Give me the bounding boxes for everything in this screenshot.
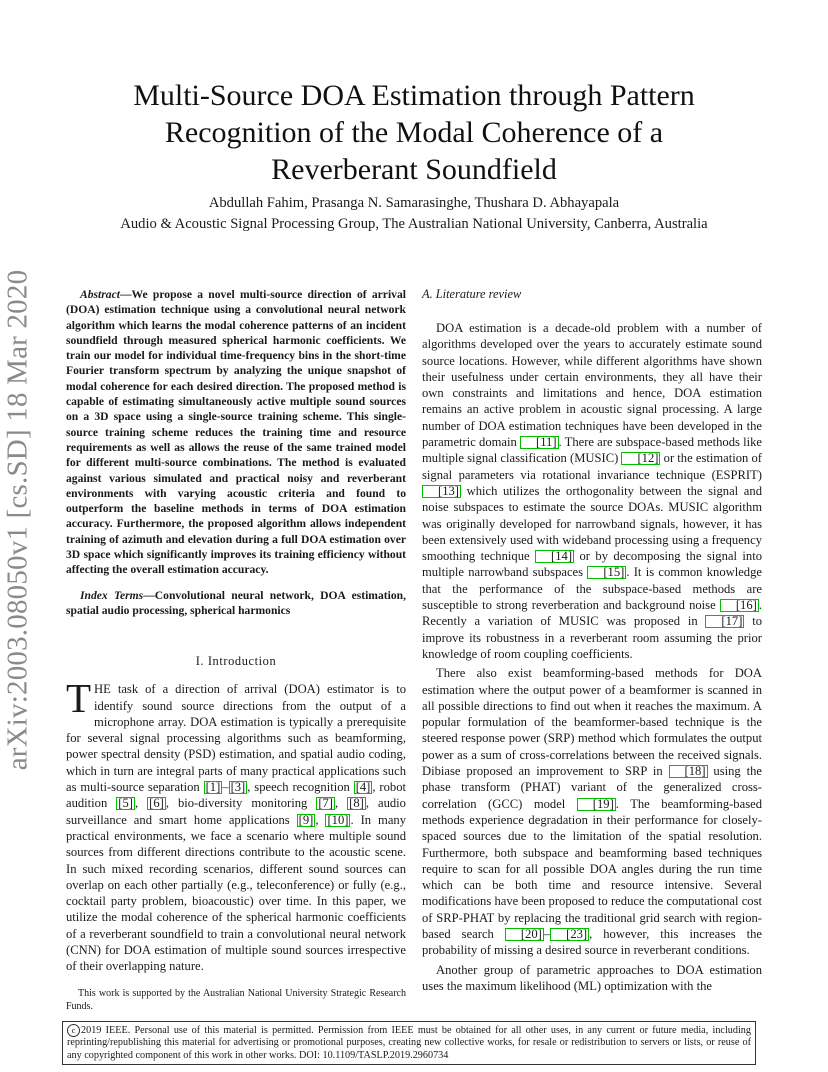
citation-link[interactable]: [19] xyxy=(577,798,616,811)
intro-text: , speech recognition xyxy=(247,780,354,795)
copyright-text: 2019 IEEE. Personal use of this material is permitted. Permission from IEEE must be obtained for all other uses, in any current or future media, including reprinting/republishing this material for advertising or promotional purposes, creating new collective works, for resale or redistribution to servers or lists, or reuse of any copyrighted component of this work in other works. DOI: 10.1109/TASLP.2019.2960734 xyxy=(67,1025,751,1061)
right-column xyxy=(422,287,762,994)
citation-link[interactable]: [12] xyxy=(621,452,660,465)
citation-link[interactable]: [6] xyxy=(149,796,164,811)
literature-text: . There are subspace-based methods like multiple signal classification (MUSIC) xyxy=(422,435,762,466)
literature-text: , however, this increases the probability of missing a desired source in reverberant conditions. xyxy=(422,926,762,958)
literature-paragraph xyxy=(422,665,762,958)
literature-text: There also exist beamforming-based methods for DOA estimation where the output power of a beamformer is scanned in all possible directions to find out when it reaches the maximum. A popular formulation of the beamformer-based technique is the steered response power (SRP) method which formulates the output power as a sum of cross-correlations between the received signals. Dibiase proposed an improvement to SRP in xyxy=(422,666,762,779)
literature-paragraph xyxy=(422,320,762,662)
intro-paragraph xyxy=(66,675,406,974)
citation-link[interactable]: [8] xyxy=(349,796,364,811)
intro-text: . In many practical environments, we face a scenario where multiple sound sources from different directions contribute to the acoustic scene. In such mixed recording scenarios, different sound sources can overlap on each other partially (e.g., teleconference) or fully (e.g., cocktail party problem, bioacoustic) over time. In this paper, we utilize the modal coherence of the spherical harmonic coefficients of a reverberant soundfield to train a convolutional neural network (CNN) for DOA estimation of multiple sound sources irrespective of their overlapping nature. xyxy=(66,812,406,974)
literature-paragraph: Another group of parametric approaches to DOA estimation uses the maximum likelihood (ML) optimization with the xyxy=(422,962,762,993)
index-terms xyxy=(66,588,406,619)
section-heading-introduction: I. Introduction xyxy=(195,654,277,669)
citation-link[interactable]: [11] xyxy=(520,436,559,449)
intro-text: , bio-diversity monitoring xyxy=(165,796,317,811)
citation-link[interactable]: [18] xyxy=(669,765,708,778)
citation-link[interactable]: [9] xyxy=(298,812,314,827)
index-terms-label: Index Terms xyxy=(80,588,144,602)
abstract-text: —We propose a novel multi-source direction of arrival (DOA) estimation technique using a convolutional neural network algorithm which learns the modal coherence patterns of an incident soundfield through measured spherical harmonic coefficients. We train our model for individual time-frequency bins in the short-time Fourier transform spectrum by analyzing the unique snapshot of modal coherence for each desired direction. The proposed method is capable of estimating simultaneously active multiple sound sources on a 3D space using a single-source training scheme. This single-source training scheme reduces the training time and resource requirements as well as allows the reuse of the same trained model for different multi-source combinations. The method is evaluated against various simulated and practical noisy and reverberant environments with varying acoustic criteria and found to outperform the baseline methods in terms of DOA estimation accuracy. Furthermore, the proposed algorithm allows independent training of azimuth and elevation during a full DOA estimation over 3D space which significantly improves its training efficiency without affecting the overall estimation accuracy. xyxy=(66,288,406,577)
literature-text: to improve its robustness in a reverberant room assuming the prior knowledge of room coupling coefficients. xyxy=(422,614,762,661)
citation-link[interactable]: [17] xyxy=(705,615,744,628)
citation-link[interactable]: [14] xyxy=(535,550,574,563)
citation-link[interactable]: [5] xyxy=(118,796,133,811)
literature-text: . Recently a variation of MUSIC was proposed in xyxy=(422,598,762,629)
literature-text: . It is common knowledge that the performance of the subspace-based methods are susceptible to strong reverberation and background noise xyxy=(422,565,762,613)
citation-link[interactable]: [23] xyxy=(550,928,589,941)
abstract xyxy=(66,287,406,578)
citation-link[interactable]: [13] xyxy=(422,485,461,498)
abstract-label: Abstract xyxy=(80,288,120,301)
intro-text: , robot audition xyxy=(66,780,406,811)
literature-text: using the phase transform (PHAT) variant of the generalized cross-correlation (GCC) model xyxy=(422,764,762,811)
author-affiliation: Audio & Acoustic Signal Processing Group, The Australian National University, Canberra, Australia xyxy=(120,216,708,232)
citation-separator: , xyxy=(134,796,148,811)
paper-title: Multi-Source DOA Estimation through Pattern Recognition of the Modal Coherence of a Reverberant Soundfield xyxy=(133,79,695,186)
subsection-heading-literature-review: A. Literature review xyxy=(422,287,522,301)
citation-range-dash: – xyxy=(222,780,229,795)
intro-text: HE task of a direction of arrival (DOA) estimator is to identify sound source directions from the output of a microphone array. DOA estimation is typically a prerequisite for several signal processing algorithms such as beamforming, power spectral density (PSD) estimation, and spatial audio coding, which in turn are integral parts of many practical applications such as multi-source separation xyxy=(66,682,406,795)
citation-link[interactable]: [7] xyxy=(318,796,333,811)
intro-text: , audio surveillance and smart home applications xyxy=(66,796,406,827)
literature-text: or the estimation of signal parameters via rotational invariance technique (ESPRIT) xyxy=(422,451,762,482)
citation-link[interactable]: [3] xyxy=(230,780,246,795)
citation-link[interactable]: [10] xyxy=(327,812,349,827)
literature-text: or by decomposing the signal into multiple narrowband subspaces xyxy=(422,549,762,580)
citation-link[interactable]: [4] xyxy=(355,780,371,795)
copyright-symbol: c xyxy=(67,1024,80,1037)
author-list: Abdullah Fahim, Prasanga N. Samarasinghe, Thushara D. Abhayapala xyxy=(208,195,620,211)
citation-separator: , xyxy=(335,796,348,811)
citation-range-dash: – xyxy=(543,926,551,941)
literature-text: which utilizes the orthogonality between the signal and noise subspaces to estimate the source DOAs. MUSIC algorithm was originally developed for narrowband signals, however, it has been extensively used with wideband processing using a frequency smoothing technique xyxy=(422,483,762,564)
citation-link[interactable]: [15] xyxy=(587,566,626,579)
funding-footnote: This work is supported by the Australian National University Strategic Research Funds. xyxy=(66,988,406,1012)
literature-text: DOA estimation is a decade-old problem with a number of algorithms developed over the years to accurately estimate sound source locations. However, while different algorithms have shown their usefulness under certain environments, they all have their own constraints and limitations and hence, DOA estimation remains an active problem in acoustic signal processing. A large number of DOA estimation techniques have been developed in the parametric domain xyxy=(422,321,762,450)
arxiv-identifier-stamp: arXiv:2003.08050v1 [cs.SD] 18 Mar 2020 xyxy=(1,269,34,771)
literature-text: . The beamforming-based methods experience degradation in their performance for closely-spaced sources due to the limitation of the spatial resolution. Furthermore, both subspace and beamforming based techniques require to scan for all possible DOA angles during the run time which can be both time and resource intensive. Several modifications have been proposed to reduce the computational cost of SRP-PHAT by replacing the traditional grid search with region-based search xyxy=(422,796,762,941)
citation-link[interactable]: [1] xyxy=(205,780,221,795)
citation-separator: , xyxy=(315,812,326,827)
citation-link[interactable]: [20] xyxy=(505,928,544,941)
drop-cap: T xyxy=(66,675,92,722)
left-column xyxy=(66,287,406,975)
citation-link[interactable]: [16] xyxy=(720,599,759,612)
copyright-notice xyxy=(62,1021,756,1065)
index-terms-text: —Convolutional neural network, DOA estimation, spatial audio processing, spherical harmonics xyxy=(66,588,406,617)
